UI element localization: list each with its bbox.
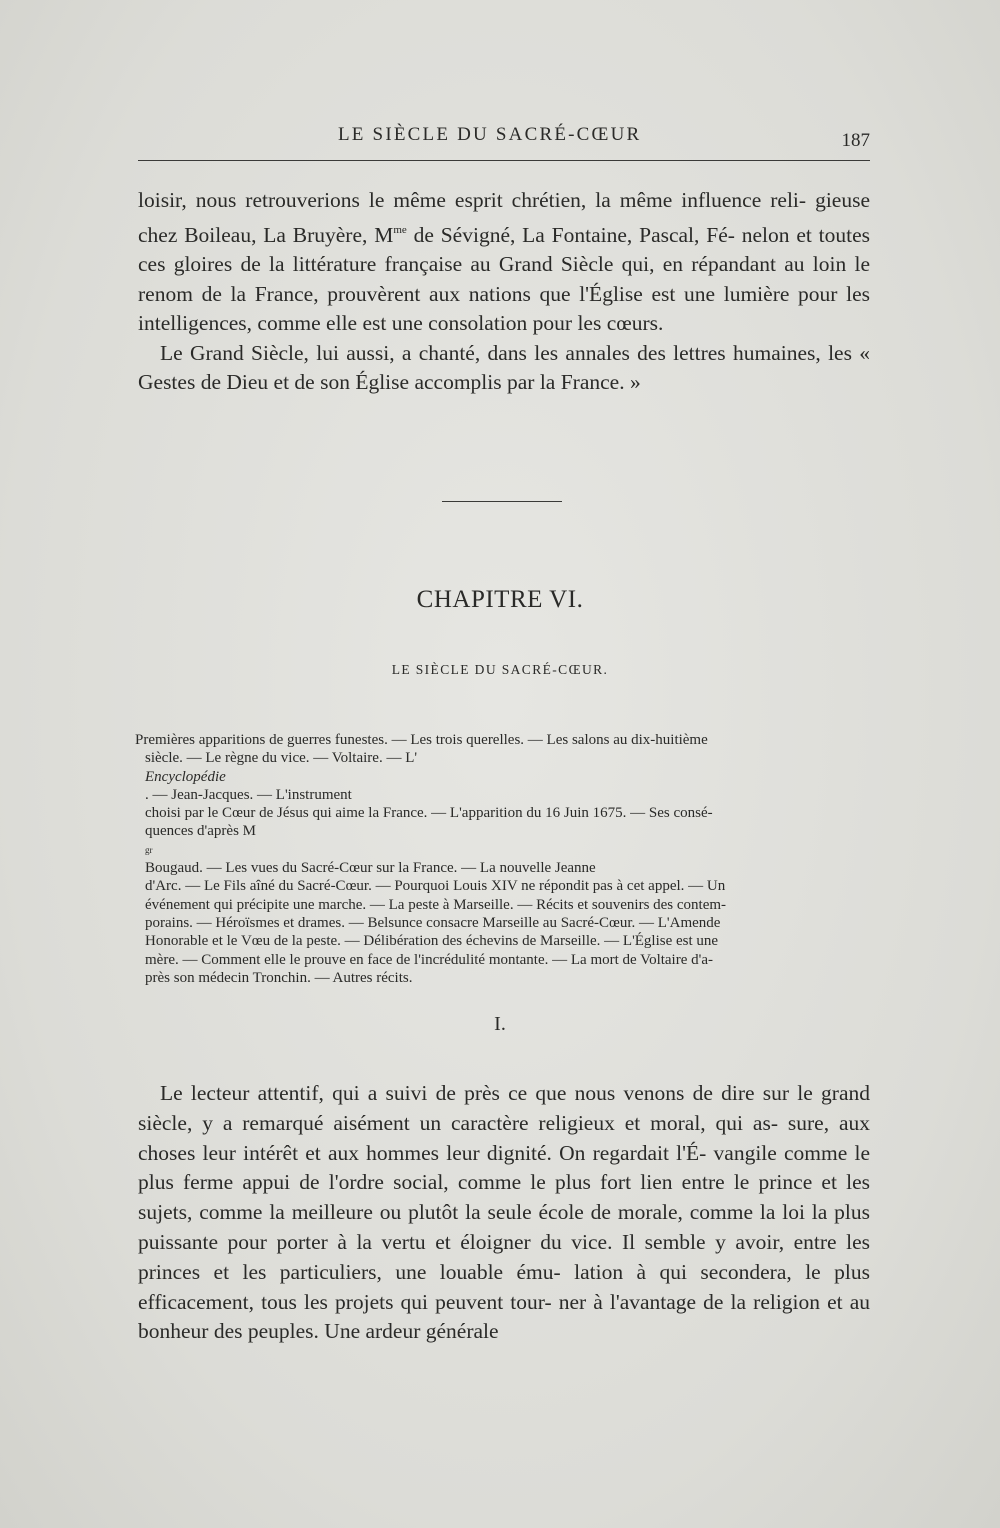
summary-text: siècle. — Le règne du vice. — Voltaire. — L' [145, 750, 418, 767]
summary-line: choisi par le Cœur de Jésus qui aime la France. — L'apparition du 16 Juin 1675. — Ses consé- [145, 805, 713, 822]
section-separator [442, 501, 562, 502]
text-line: de Sévigné, La Fontaine, Pascal, Fé- [406, 222, 735, 247]
summary-line [135, 749, 871, 804]
section-numeral: I. [494, 1013, 506, 1035]
paragraph [138, 339, 870, 398]
page-number: 187 [841, 130, 870, 151]
text-line: Le lecteur attentif, qui a suivi de près ce que nous venons de dire sur le [160, 1081, 813, 1105]
section-text [138, 1079, 870, 1347]
summary-line [135, 822, 871, 877]
text-line: Le Grand Siècle, lui aussi, a chanté, dans les annales des lettres humaines, [160, 340, 821, 365]
summary-italic: Encyclopédie [145, 768, 226, 785]
paragraph [138, 1079, 870, 1347]
summary-line: près son médecin Tronchin. — Autres récits. [145, 969, 413, 986]
summary-line: mère. — Comment elle le prouve en face de l'incrédulité montante. — La mort de Voltaire d'a- [145, 951, 713, 968]
running-head [138, 122, 870, 152]
text-line: entre le prince et les sujets, comme la meilleure ou plutôt la seule école de [138, 1170, 870, 1225]
text-line: gieuse chez Boileau, La Bruyère, M [138, 188, 870, 247]
chapter-subtitle: LE SIÈCLE DU SACRÉ-CŒUR. [391, 662, 609, 677]
text-line: vangile comme le plus ferme appui de l'ordre social, comme le plus fort lien [138, 1140, 870, 1195]
superscript: me [393, 223, 407, 236]
summary-line: Premières apparitions de guerres funestes. — Les trois querelles. — Les salons au dix-huitième [135, 732, 708, 748]
intro-text [138, 186, 870, 398]
text-line: morale, comme la loi la plus puissante pour porter à la vertu et éloigner du [138, 1200, 871, 1254]
paragraph [138, 186, 870, 339]
text-line: grand siècle, y a remarqué aisément un caractère religieux et moral, qui as- [138, 1081, 870, 1135]
header-rule [138, 160, 870, 161]
chapter-title: CHAPITRE VI. [416, 586, 584, 613]
text-line: les « Gestes de Dieu et de son Église accomplis par la France. » [138, 340, 870, 394]
summary-text: quences d'après M [145, 823, 256, 840]
superscript: gr [145, 844, 153, 855]
text-line: lation à qui secondera, le plus efficacement, tous les projets qui peuvent tour- [138, 1259, 870, 1314]
text-line: les cœurs. [577, 311, 664, 335]
text-line: est une lumière pour les intelligences, comme elle est une consolation pour [138, 281, 871, 335]
text-line: répandant au loin le renom de la France, prouvèrent aux nations que l'Église [138, 252, 870, 306]
text-line: ner à l'avantage de la religion et au bonheur des peuples. Une ardeur générale [138, 1289, 871, 1344]
text-line: vice. Il semble y avoir, entre les princes et les particuliers, une louable ému- [138, 1229, 870, 1284]
summary-line: porains. — Héroïsmes et drames. — Belsunce consacre Marseille au Sacré-Cœur. — L'Amende [145, 914, 721, 931]
text-line: loisir, nous retrouverions le même esprit chrétien, la même influence reli- [138, 188, 807, 212]
summary-line: événement qui précipite une marche. — La peste à Marseille. — Récits et souvenirs des contem- [145, 896, 727, 913]
summary-text: . — Jean-Jacques. — L'instrument [145, 786, 352, 803]
running-title: LE SIÈCLE DU SACRÉ-CŒUR [338, 124, 642, 145]
summary-line: Honorable et le Vœu de la peste. — Délibération des échevins de Marseille. — L'Église est une [145, 933, 719, 950]
summary-line: d'Arc. — Le Fils aîné du Sacré-Cœur. — Pourquoi Louis XIV ne répondit pas à cet appel. — Un [145, 878, 726, 895]
summary-text: Bougaud. — Les vues du Sacré-Cœur sur la France. — La nouvelle Jeanne [145, 860, 596, 877]
text-line: nelon et toutes ces gloires de la littérature française au Grand Siècle qui, en [138, 222, 871, 276]
chapter-summary [135, 731, 871, 987]
text-line: sure, aux choses leur intérêt et aux hommes leur dignité. On regardait l'É- [138, 1110, 870, 1165]
